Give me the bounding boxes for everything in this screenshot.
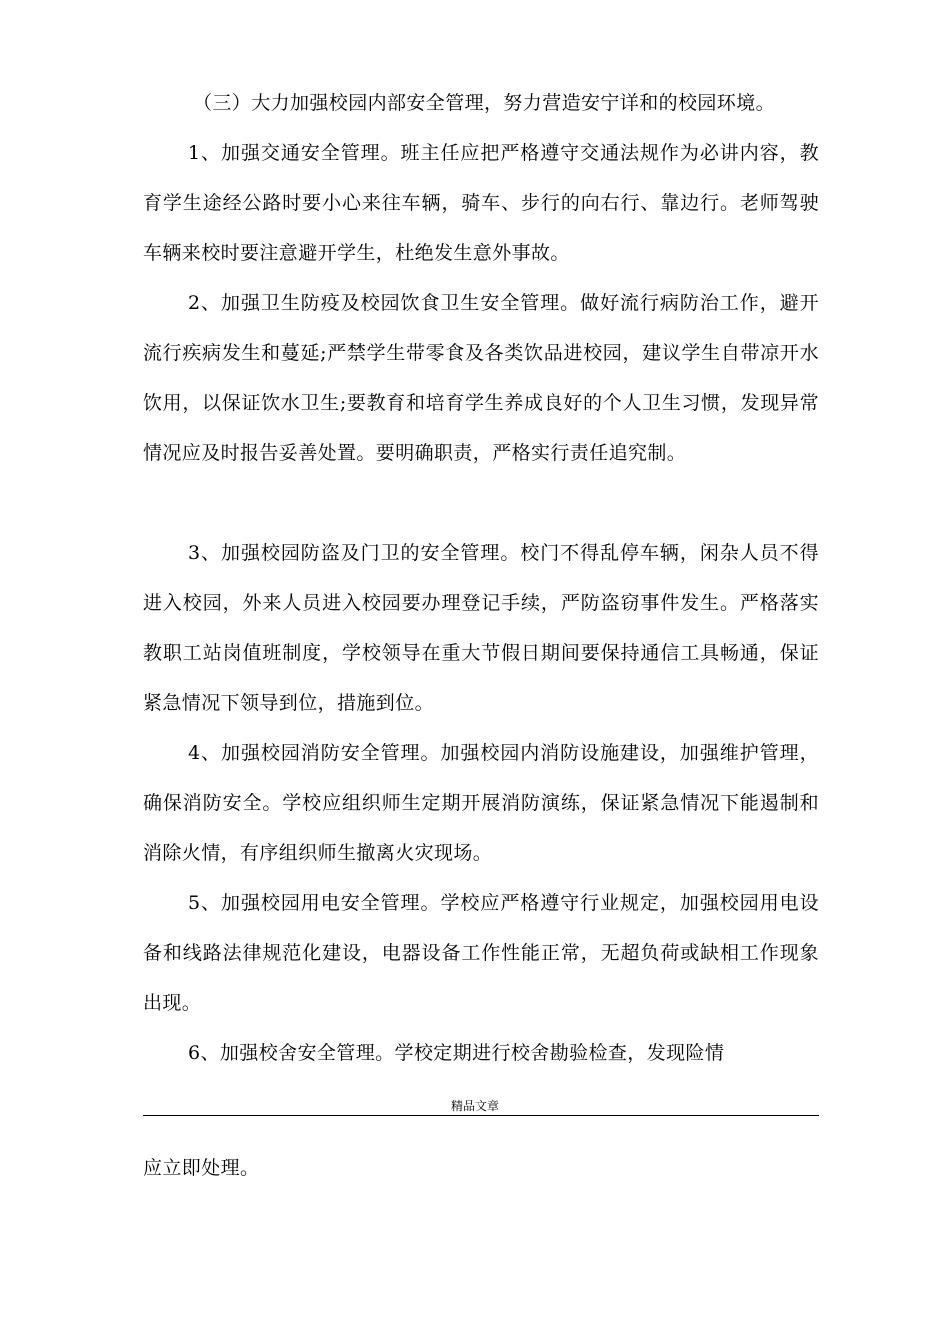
page-footer-label: 精品文章: [450, 1099, 499, 1113]
paragraph-building-safety: 6、加强校舍安全管理。学校定期进行校舍勘验检查，发现险情: [188, 1042, 725, 1064]
paragraph-electric-safety: 5、加强校园用电安全管理。学校应严格遵守行业规定，加强校园用电设备和线路法律规范化建设，电器设备工作性能正常，无超负荷或缺相工作现象出现。: [143, 892, 819, 1014]
paragraph-traffic-safety: 1、加强交通安全管理。班主任应把严格遵守交通法规作为必讲内容，教育学生途经公路时要小心来往车辆，骑车、步行的向右行、靠边行。老师驾驶车辆来校时要注意避开学生，杜绝发生意外事故。: [143, 142, 819, 264]
paragraph-theft-guard-safety: 3、加强校园防盗及门卫的安全管理。校门不得乱停车辆，闲杂人员不得进入校园，外来人员进入校园要办理登记手续，严防盗窃事件发生。严格落实教职工站岗值班制度，学校领导在重大节假日期间要保持通信工具畅通，保证紧急情况下领导到位，措施到位。: [143, 542, 819, 714]
paragraph-fire-safety: 4、加强校园消防安全管理。加强校园内消防设施建设，加强维护管理，确保消防安全。学校应组织师生定期开展消防演练，保证紧急情况下能遏制和消除火情，有序组织师生撤离火灾现场。: [143, 742, 819, 864]
paragraph-continuation: 应立即处理。: [143, 1157, 260, 1179]
section-heading: （三）大力加强校园内部安全管理，努力营造安宁详和的校园环境。: [193, 92, 776, 114]
paragraph-health-safety: 2、加强卫生防疫及校园饮食卫生安全管理。做好流行病防治工作，避开流行疾病发生和蔓延;严禁学生带零食及各类饮品进校园，建议学生自带凉开水饮用，以保证饮水卫生;要教育和培育学生养成良好的个人卫生习惯，发现异常情况应及时报告妥善处置。要明确职责，严格实行责任追究制。: [143, 292, 819, 464]
footer-divider: [143, 1115, 819, 1116]
